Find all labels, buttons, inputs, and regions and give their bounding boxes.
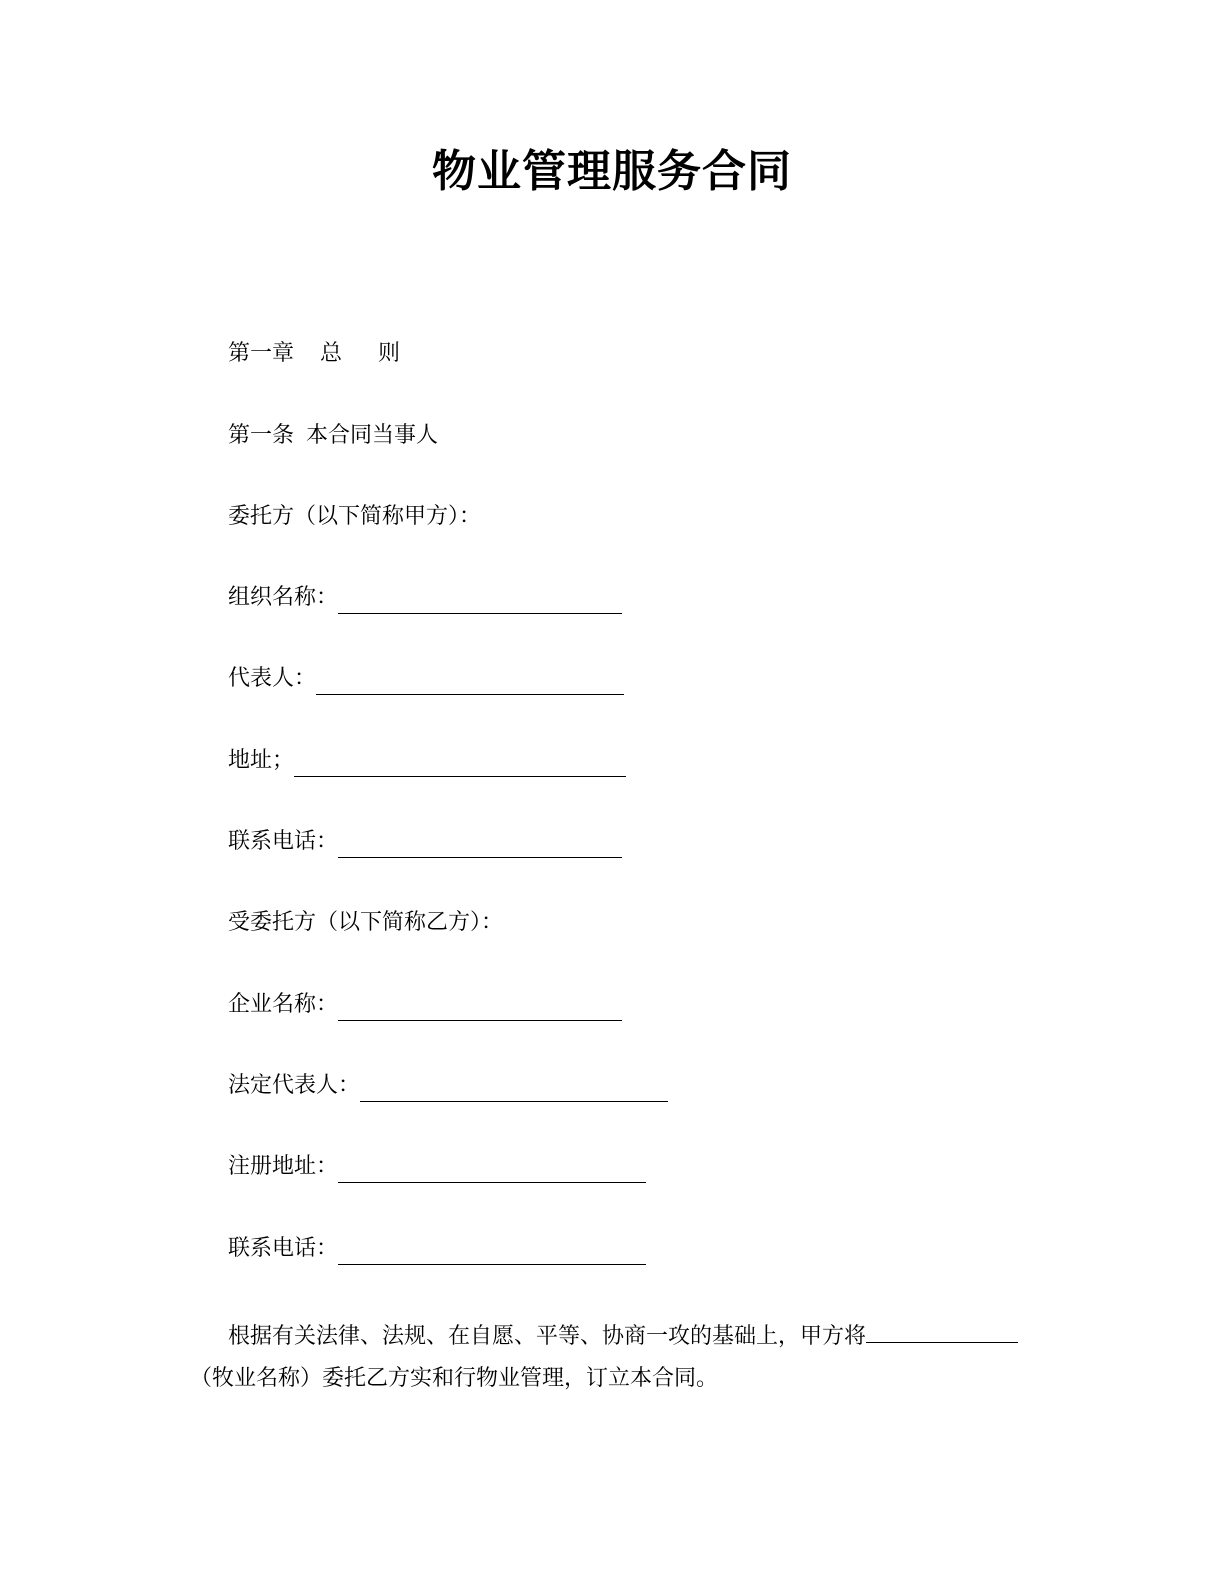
address-field[interactable] (294, 750, 626, 777)
party-a-phone-field[interactable] (338, 831, 622, 858)
party-b-registered-address-row (228, 1151, 646, 1183)
party-a-org-name-row (228, 582, 622, 614)
party-b-phone-label: 联系电话： (228, 1236, 339, 1261)
party-b-phone-field[interactable] (338, 1238, 646, 1265)
representative-field[interactable] (316, 668, 624, 695)
clause-part-1: 根据有关法律、法规、在自愿、平等、协商一攻的基础上，甲方将 (228, 1324, 867, 1349)
registered-address-field[interactable] (338, 1156, 646, 1183)
party-a-representative-row (228, 663, 624, 695)
article-heading (228, 420, 438, 452)
org-name-field[interactable] (338, 587, 622, 614)
legal-rep-label: 法定代表人： (228, 1073, 361, 1098)
company-name-label: 企业名称： (228, 992, 339, 1017)
registered-address-label: 注册地址： (228, 1154, 339, 1179)
company-name-field[interactable] (338, 994, 622, 1021)
party-b-phone-row (228, 1233, 646, 1265)
article-text: 本合同当事人 (306, 423, 439, 448)
chapter-heading (228, 338, 400, 370)
clause-part-2: （牧业名称）委托乙方实和行物业管理，订立本合同。 (190, 1366, 719, 1391)
property-name-field[interactable] (866, 1318, 1018, 1343)
party-a-phone-row (228, 826, 622, 858)
document-title: 物业管理服务合同 (432, 146, 792, 197)
party-a-heading (228, 501, 481, 533)
chapter-label: 第一章 (228, 341, 295, 366)
party-b-heading (228, 907, 503, 939)
party-a-heading-text: 委托方（以下简称甲方）： (228, 504, 482, 529)
org-name-label: 组织名称： (228, 585, 339, 610)
party-b-legal-rep-row (228, 1070, 668, 1102)
chapter-word-2: 则 (378, 341, 401, 366)
chapter-word-1: 总 (320, 341, 343, 366)
representative-label: 代表人： (228, 666, 317, 691)
article-label: 第一条 (228, 423, 295, 448)
agreement-clause (190, 1316, 1050, 1400)
party-b-company-name-row (228, 989, 622, 1021)
party-a-address-row (228, 745, 626, 777)
party-a-phone-label: 联系电话： (228, 829, 339, 854)
party-b-heading-text: 受委托方（以下简称乙方）： (228, 910, 504, 935)
legal-rep-field[interactable] (360, 1075, 668, 1102)
address-label: 地址； (228, 748, 295, 773)
